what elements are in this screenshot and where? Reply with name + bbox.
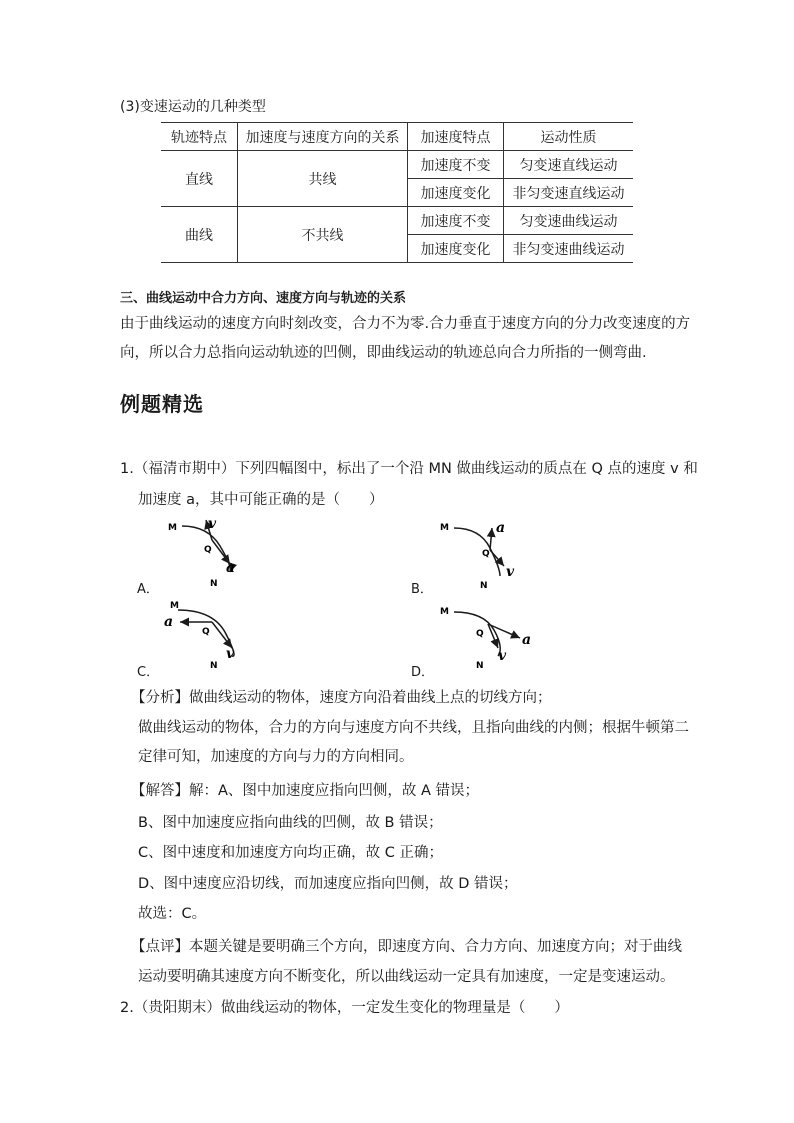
section-title: 三、曲线运动中合力方向、速度方向与轨迹的关系	[120, 291, 407, 306]
label-m: M	[440, 607, 449, 617]
motion-cell: 匀变速曲线运动	[504, 207, 634, 235]
label-a: a	[226, 560, 236, 576]
figure-a	[160, 514, 260, 588]
analysis-line: 定律可知，加速度的方向与力的方向相同。	[138, 749, 414, 765]
label-q: Q	[202, 627, 210, 637]
analysis-line: B、图中加速度应指向曲线的凹侧，故 B 错误；	[138, 815, 443, 831]
analysis-line: C、图中速度和加速度方向均正确，故 C 正确；	[138, 845, 443, 861]
label-v: v	[506, 564, 515, 580]
option-d-label: D．	[411, 665, 435, 680]
label-q: Q	[482, 549, 490, 559]
label-a: a	[164, 614, 174, 630]
figure-b	[436, 518, 536, 592]
table-row	[161, 151, 633, 179]
q1-text-line: 加速度 a，其中可能正确的是（ ）	[138, 492, 384, 508]
label-n: N	[210, 661, 218, 671]
table-header-cell: 加速度与速度方向的关系	[238, 123, 408, 151]
label-v: v	[208, 516, 217, 532]
figure-b-diagram	[436, 518, 536, 591]
label-m: M	[168, 523, 177, 533]
label-q: Q	[476, 629, 484, 639]
option-a-label: A．	[137, 582, 159, 597]
q2-text-line: 2.（贵阳期末）做曲线运动的物体，一定发生变化的物理量是（ ）	[120, 1000, 569, 1016]
analysis-line: 【分析】做曲线运动的物体，速度方向沿着曲线上点的切线方向；	[131, 690, 552, 706]
motion-cell: 非匀变速曲线运动	[504, 235, 634, 263]
table-row	[161, 207, 633, 235]
analysis-line: D、图中速度应沿切线，而加速度应指向凹侧，故 D 错误；	[138, 876, 518, 892]
label-n: N	[476, 661, 484, 671]
option-c-label: C．	[137, 665, 160, 680]
section-text-line: 向，所以合力总指向运动轨迹的凹侧，即曲线运动的轨迹总向合力所指的一侧弯曲.	[120, 345, 647, 361]
motion-cell: 非匀变速直线运动	[504, 179, 634, 207]
label-n: N	[480, 581, 488, 591]
label-m: M	[440, 523, 449, 533]
trajectory-cell: 曲线	[161, 207, 238, 263]
motion-cell: 匀变速直线运动	[504, 151, 634, 179]
analysis-line: 做曲线运动的物体，合力的方向与速度方向不共线，且指向曲线的内侧；根据牛顿第二	[138, 720, 689, 736]
figure-d-diagram	[436, 600, 546, 670]
q1-text-line: 1.（福清市期中）下列四幅图中，标出了一个沿 MN 做曲线运动的质点在 Q 点的速度 v 和	[120, 461, 698, 477]
label-a: a	[496, 520, 506, 536]
intro-line: (3)变速运动的几种类型	[120, 99, 266, 115]
table-header-row	[161, 123, 633, 151]
option-b-label: B．	[411, 582, 433, 597]
figure-a-diagram	[160, 514, 260, 589]
label-a: a	[522, 632, 532, 648]
figure-c	[160, 598, 260, 674]
accel-cell: 加速度不变	[408, 207, 504, 235]
relation-cell: 不共线	[238, 207, 408, 263]
label-n: N	[210, 579, 218, 589]
accel-cell: 加速度变化	[408, 179, 504, 207]
relation-cell: 共线	[238, 151, 408, 207]
figure-d	[436, 600, 546, 674]
table-header-cell: 轨迹特点	[161, 123, 238, 151]
label-v: v	[498, 648, 507, 664]
table-header-cell: 加速度特点	[408, 123, 504, 151]
label-m: M	[170, 601, 179, 611]
section-text-line: 由于曲线运动的速度方向时刻改变，合力不为零.合力垂直于速度方向的分力改变速度的方	[120, 316, 691, 332]
trajectory-cell: 直线	[161, 151, 238, 207]
analysis-line: 运动要明确其速度方向不断变化，所以曲线运动一定具有加速度，一定是变速运动。	[138, 969, 675, 985]
accel-cell: 加速度不变	[408, 151, 504, 179]
analysis-line: 【点评】本题关键是要明确三个方向，即速度方向、合力方向、加速度方向；对于曲线	[131, 939, 682, 955]
examples-heading: 例题精选	[120, 392, 204, 416]
accel-cell: 加速度变化	[408, 235, 504, 263]
label-q: Q	[204, 545, 212, 555]
analysis-line: 【解答】解：A、图中加速度应指向凹侧，故 A 错误；	[131, 783, 480, 799]
label-v: v	[226, 646, 235, 662]
analysis-line: 故选：C。	[138, 906, 207, 922]
figure-c-diagram	[160, 598, 260, 670]
motion-types-table	[161, 122, 633, 263]
table-header-cell: 运动性质	[504, 123, 634, 151]
